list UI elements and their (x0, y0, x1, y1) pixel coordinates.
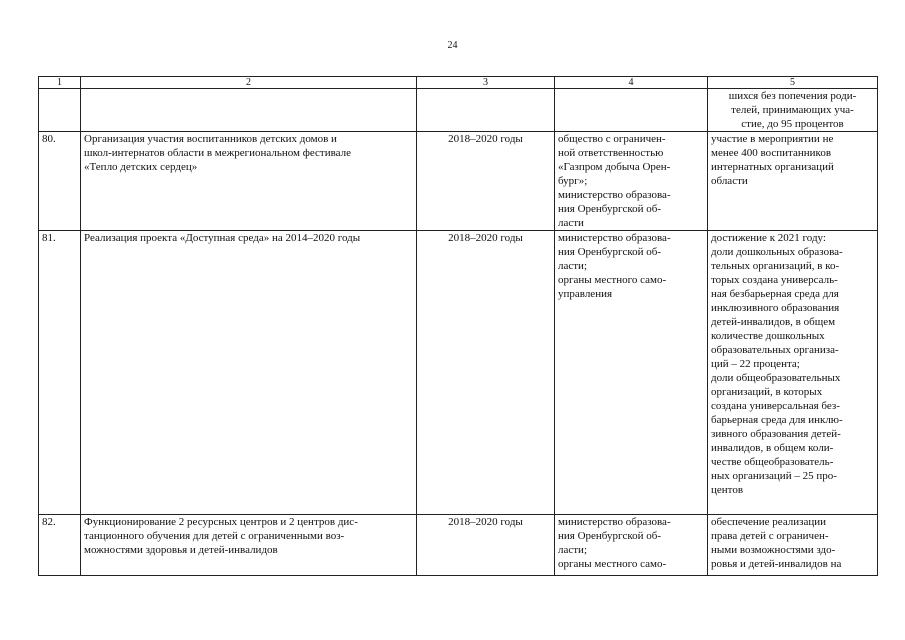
period-cell: 2018–2020 годы (417, 515, 555, 576)
period-cell: 2018–2020 годы (417, 132, 555, 231)
activity-cell (81, 89, 417, 132)
result-cell (708, 132, 878, 231)
result-line: стие, до 95 процентов (741, 118, 844, 130)
activity-line: Организация участия воспитанников детских домов и (84, 133, 337, 145)
result-cell (708, 231, 878, 515)
executor-cell (555, 89, 708, 132)
activity-cell (81, 515, 417, 576)
result-line: интернатных организаций (711, 161, 834, 173)
program-table (38, 76, 878, 576)
result-line: обеспечение реализации (711, 516, 827, 528)
result-line: детей-инвалидов, в общем (711, 316, 836, 328)
result-line: шихся без попечения роди- (728, 90, 857, 102)
period-cell (417, 89, 555, 132)
result-line: центов (711, 484, 744, 496)
period-cell: 2018–2020 годы (417, 231, 555, 515)
result-line: ная безбарьерная среда для (711, 288, 839, 300)
executor-line: «Газпром добыча Орен- (558, 161, 671, 173)
result-line: зивного образования детей- (711, 428, 841, 440)
activity-line: Функционирование 2 ресурсных центров и 2 центров дис- (84, 516, 358, 528)
activity-cell (81, 132, 417, 231)
executor-line: ния Оренбургской об- (558, 530, 662, 542)
result-line: тельных организаций, в ко- (711, 260, 840, 272)
result-line: количестве дошкольных (711, 330, 825, 342)
executor-line: ласти (558, 217, 584, 229)
result-line: доли дошкольных образова- (711, 246, 843, 258)
result-line: торых создана универсаль- (711, 274, 838, 286)
executor-line: управления (558, 288, 613, 300)
result-line: барьерная среда для инклю- (711, 414, 843, 426)
activity-cell (81, 231, 417, 515)
result-line: права детей с ограничен- (711, 530, 829, 542)
activity-line: «Тепло детских сердец» (84, 161, 198, 173)
result-line: инвалидов, в общем коли- (711, 442, 834, 454)
result-line: организаций, в которых (711, 386, 823, 398)
row-number: 80. (39, 132, 81, 231)
result-line: доли общеобразовательных (711, 372, 841, 384)
executor-line: ной ответственностью (558, 147, 664, 159)
executor-line: бург»; (558, 175, 588, 187)
executor-cell (555, 231, 708, 515)
row-number: 82. (39, 515, 81, 576)
table-row (39, 132, 878, 231)
executor-cell (555, 132, 708, 231)
executor-line: органы местного само- (558, 558, 667, 570)
result-line: создана универсальная без- (711, 400, 840, 412)
result-cell (708, 515, 878, 576)
result-line: образовательных организа- (711, 344, 839, 356)
row-number: 81. (39, 231, 81, 515)
result-line: ций – 22 процента; (711, 358, 800, 370)
result-cell (708, 89, 878, 132)
table-row-continuation (39, 89, 878, 132)
column-number: 2 (81, 77, 417, 89)
result-line: участие в мероприятии не (711, 133, 834, 145)
result-line: ровья и детей-инвалидов на (711, 558, 842, 570)
result-line: менее 400 воспитанников (711, 147, 832, 159)
executor-line: министерство образова- (558, 189, 671, 201)
result-line: области (711, 175, 748, 187)
result-line: телей, принимающих уча- (731, 104, 854, 116)
executor-line: ласти; (558, 260, 588, 272)
page-number: 24 (447, 40, 458, 51)
executor-line: ния Оренбургской об- (558, 203, 662, 215)
table-row (39, 515, 878, 576)
executor-line: общество с ограничен- (558, 133, 666, 145)
column-number-row (39, 77, 878, 89)
activity-line: Реализация проекта «Доступная среда» на 2014–2020 годы (84, 232, 361, 244)
result-line: ных организаций – 25 про- (711, 470, 837, 482)
activity-line: можностями здоровья и детей-инвалидов (84, 544, 278, 556)
column-number: 5 (708, 77, 878, 89)
executor-line: министерство образова- (558, 232, 671, 244)
result-line: честве общеобразователь- (711, 456, 834, 468)
activity-line: танционного обучения для детей с ограниченными воз- (84, 530, 345, 542)
table-row (39, 231, 878, 515)
executor-cell (555, 515, 708, 576)
column-number: 4 (555, 77, 708, 89)
executor-line: министерство образова- (558, 516, 671, 528)
column-number: 1 (39, 77, 81, 89)
executor-line: органы местного само- (558, 274, 667, 286)
activity-line: школ-интернатов области в межрегиональном фестивале (84, 147, 352, 159)
result-line: ными возможностями здо- (711, 544, 836, 556)
result-line: инклюзивного образования (711, 302, 840, 314)
column-number: 3 (417, 77, 555, 89)
executor-line: ласти; (558, 544, 588, 556)
result-line: достижение к 2021 году: (711, 232, 826, 244)
executor-line: ния Оренбургской об- (558, 246, 662, 258)
row-number-cell (39, 89, 81, 132)
